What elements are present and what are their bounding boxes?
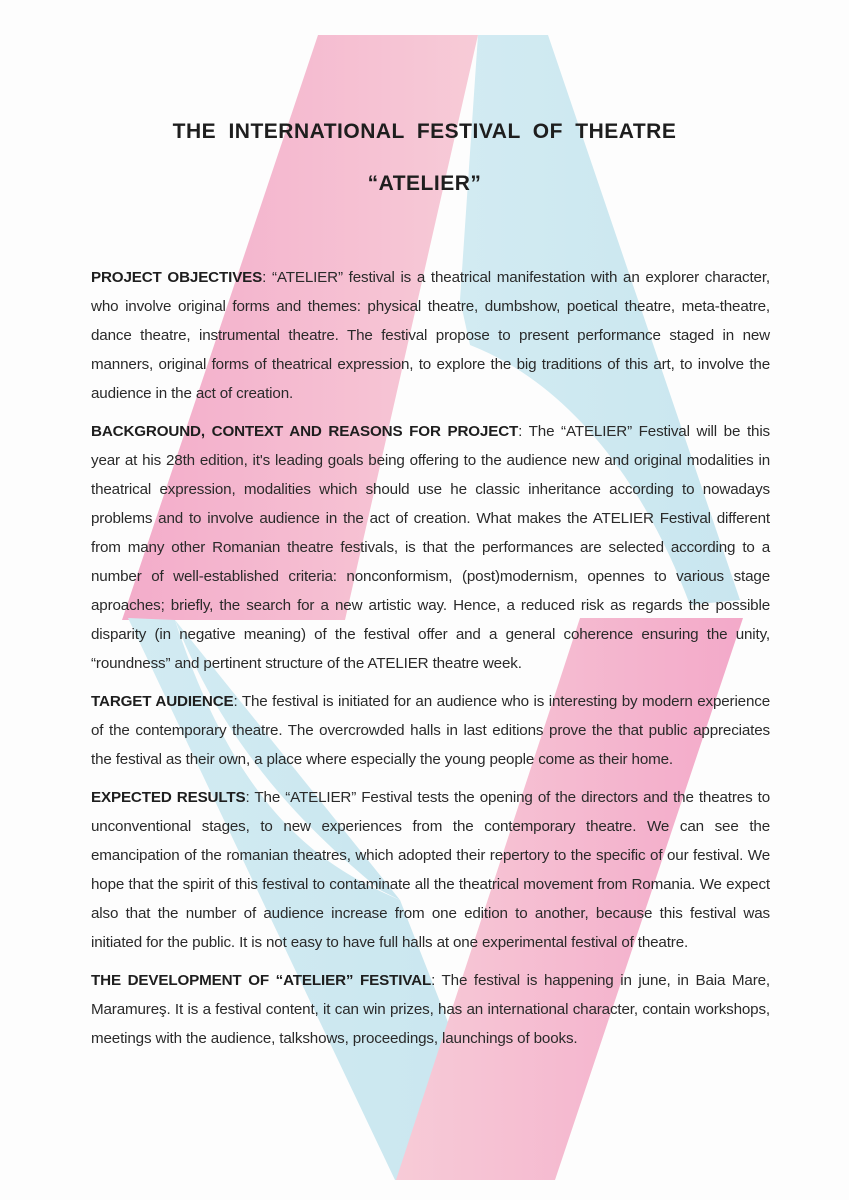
section-text: : The “ATELIER” Festival will be this year at his 28th edition, it's leading goals being offering to the audience new and original modalities in theatrical expression, modalities which should use he classic inheritance according to nowadays problems and to involve audience in the act of creation. What makes the ATELIER Festival different from many other Romanian theatre festivals, is that the performances are selected according to a number of well-established criteria: nonconformism, (post)modernism, opennes to various stage aproaches; briefly, the search for a new artistic way. Hence, a reduced risk as regards the possible disparity (in negative meaning) of the festival offer and a general coherence ensuring the unity, “roundness” and pertinent structure of the ATELIER theatre week.	[91, 423, 770, 672]
section-text: : The festival is happening in june, in Baia Mare, Maramureş. It is a festival content, it can win prizes, has an international character, contain workshops, meetings with the audience, talkshows, proceedings, launchings of books.	[91, 972, 770, 1047]
section-background	[91, 417, 770, 678]
section-text: : The festival is initiated for an audience who is interesting by modern experience of the contemporary theatre. The overcrowded halls in last editions prove the that public appreciates the festival as their own, a place where especially the young people come as their home.	[91, 693, 771, 768]
section-heading: BACKGROUND, CONTEXT AND REASONS FOR PROJECT	[91, 423, 519, 440]
section-expected-results	[91, 783, 770, 957]
section-text: : The “ATELIER” Festival tests the opening of the directors and the theatres to unconventional stages, to new experiences from the contemporary theatre. We can see the emancipation of the romanian theatres, which adopted their repertory to the specific of our festival. We hope that the spirit of this festival to contaminate all the theatrical movement from Romania. We expect also that the number of audience increase from one edition to another, because this festival was initiated for the public. It is not easy to have full halls at one experimental festival of theatre.	[91, 789, 771, 951]
section-development	[91, 966, 770, 1053]
section-text: : “ATELIER” festival is a theatrical manifestation with an explorer character, who involve original forms and themes: physical theatre, dumbshow, poetical theatre, meta-theatre, dance theatre, instrumental theatre. The festival propose to present performance staged in new manners, original forms of theatrical expression, to explore the big traditions of this art, to involve the audience in the act of creation.	[91, 269, 770, 402]
section-heading: EXPECTED RESULTS	[91, 789, 246, 806]
document-subtitle: “ATELIER”	[367, 172, 482, 195]
section-heading: TARGET AUDIENCE	[91, 693, 234, 710]
section-target-audience	[91, 687, 770, 774]
section-heading: PROJECT OBJECTIVES	[91, 269, 263, 286]
document-body	[91, 263, 770, 1062]
section-project-objectives	[91, 263, 770, 408]
section-heading: THE DEVELOPMENT OF “ATELIER” FESTIVAL	[91, 972, 432, 989]
document-title: THE INTERNATIONAL FESTIVAL OF THEATRE	[172, 120, 677, 143]
